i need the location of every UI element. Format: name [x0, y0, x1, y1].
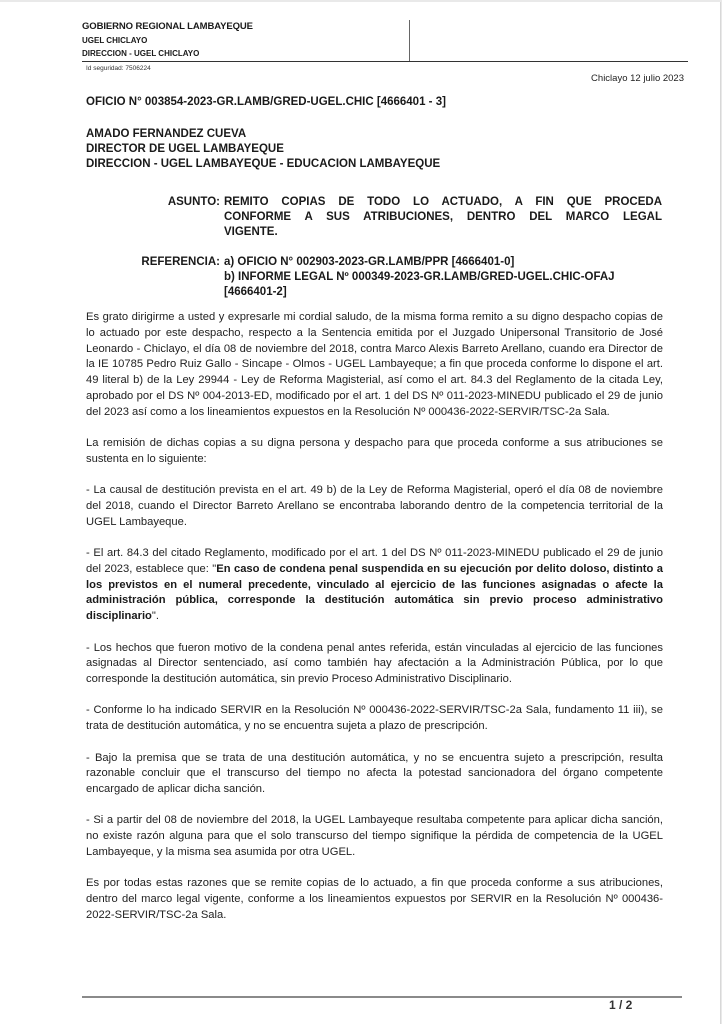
recipient-block [86, 127, 440, 172]
asunto-label: ASUNTO: [167, 196, 220, 208]
body-paragraph-quote [86, 546, 663, 625]
referencia-item: a) OFICIO N° 002903-2023-GR.LAMB/PPR [4666401-0] [224, 256, 515, 268]
body-paragraph: Es por todas estas razones que se remite copias de lo actuado, a fin que proceda conforme a sus atribuciones, dentro del marco legal vigente, conforme a los lineamientos expuestos por SERVIR en la Resolución Nº 000436-2022-SERVIR/TSC-2a Sala. [86, 877, 663, 921]
recipient-office: DIRECCION - UGEL LAMBAYEQUE - EDUCACION LAMBAYEQUE [86, 158, 441, 170]
asunto-line: REMITO COPIAS DE TODO LO ACTUADO, A FIN QUE PROCEDA [224, 196, 662, 208]
body-paragraph: - Conforme lo ha indicado SERVIR en la Resolución Nº 000436-2022-SERVIR/TSC-2a Sala, fundamento 11 iii), se trata de destitución automática, y no se encuentra sujeta a plazo de prescripción. [86, 704, 663, 733]
body-paragraph: La remisión de dichas copias a su digna persona y despacho para que proceda conforme a sus atribuciones se sustenta en lo siguiente: [86, 437, 663, 465]
recipient-title: DIRECTOR DE UGEL LAMBAYEQUE [86, 143, 284, 155]
referencia-label: REFERENCIA: [141, 256, 220, 268]
body-paragraph: - Si a partir del 08 de noviembre del 2018, la UGEL Lambayeque resultaba competente para aplicar dicha sanción, no existe razón alguna para que el solo transcurso del tiempo signifique la pérdida de competencia de la UGEL Lambayeque, y la misma sea asumida por otra UGEL. [86, 814, 663, 859]
letter-body [86, 310, 663, 939]
quoted-regulation: En caso de condena penal suspendida en su ejecución por delito doloso, distinto a los previstos en el numeral precedente, vinculado al ejercicio de las funciones asignadas o afecte la administración pública, corresponde la destitución automática sin previo proceso administrativo disciplinario [86, 562, 663, 623]
org-name: GOBIERNO REGIONAL LAMBAYEQUE [82, 21, 253, 32]
footer-divider [82, 996, 682, 998]
referencia-item: [4666401-2] [224, 286, 287, 298]
referencia-list [224, 255, 662, 300]
body-paragraph: - Bajo la premisa que se trata de una destitución automática, y no se encuentra sujeto a prescripción, resulta razonable concluir que el transcurso del tiempo no afecta la potestad sancionadora del órgano competente encargado de aplicar dicha sanción. [86, 751, 663, 796]
security-id: Id seguridad: 7506224 [86, 65, 151, 72]
referencia-item: b) INFORME LEGAL Nº 000349-2023-GR.LAMB/GRED-UGEL.CHIC-OFAJ [224, 271, 615, 283]
letterhead [82, 20, 688, 62]
asunto-text [224, 195, 662, 240]
asunto-line: VIGENTE. [224, 226, 278, 238]
quote-intro: - El art. 84.3 del citado Reglamento, modificado por el art. 1 del DS Nº 011-2023-MINEDU publicado el 29 de junio del 2023, establece que: " [86, 547, 663, 575]
document-date: Chiclayo 12 julio 2023 [591, 73, 684, 84]
letterhead-org-block [82, 20, 410, 61]
org-unit: UGEL CHICLAYO [82, 36, 148, 45]
document-page [0, 2, 721, 1024]
recipient-name: AMADO FERNANDEZ CUEVA [86, 128, 247, 140]
body-paragraph: - Los hechos que fueron motivo de la condena penal antes referida, están vinculadas al ejercicio de las funciones asignadas al Director sentenciado, así como también hay afectación a la Administración Pública, por lo que corresponde la destitución automática, sin previo Proceso Administrativo Disciplinario. [86, 641, 663, 686]
asunto-line: CONFORME A SUS ATRIBUCIONES, DENTRO DEL MARCO LEGAL [224, 211, 662, 223]
org-office: DIRECCION - UGEL CHICLAYO [82, 49, 200, 58]
body-paragraph: Es grato dirigirme a usted y expresarle mi cordial saludo, de la misma forma remito a su digno despacho copias de lo actuado por este despacho, respecto a la Sentencia emitida por el Juzgado Unipersonal Transitorio de José Leonardo - Chiclayo, el día 08 de noviembre del 2018, contra Marco Alexis Barreto Arellano, cuando era Director de la IE 10785 Pedro Ruiz Gallo - Sincape - Olmos - UGEL Lambayeque; a fin que proceda conforme lo dispone el art. 49 literal b) de la Ley 29944 - Ley de Reforma Magisterial, así como el art. 84.3 del Reglamento de la citada Ley, aprobado por el DS Nº 004-2013-ED, modificado por el art. 1 del DS Nº 011-2023-MINEDU publicado el 29 de junio del 2023 así como a los lineamientos expuestos en la Resolución Nº 000436-2022-SERVIR/TSC-2a Sala. [86, 311, 663, 418]
oficio-number: OFICIO N° 003854-2023-GR.LAMB/GRED-UGEL.CHIC [4666401 - 3] [86, 96, 446, 108]
page-indicator: 1 / 2 [609, 998, 633, 1012]
body-paragraph: - La causal de destitución prevista en el art. 49 b) de la Ley de Reforma Magisterial, operó el día 08 de noviembre del 2018, cuando el Director Barreto Arellano se encontraba laborando dentro de la competencia territorial de la UGEL Lambayeque. [86, 484, 663, 528]
quote-close: ". [151, 610, 159, 623]
